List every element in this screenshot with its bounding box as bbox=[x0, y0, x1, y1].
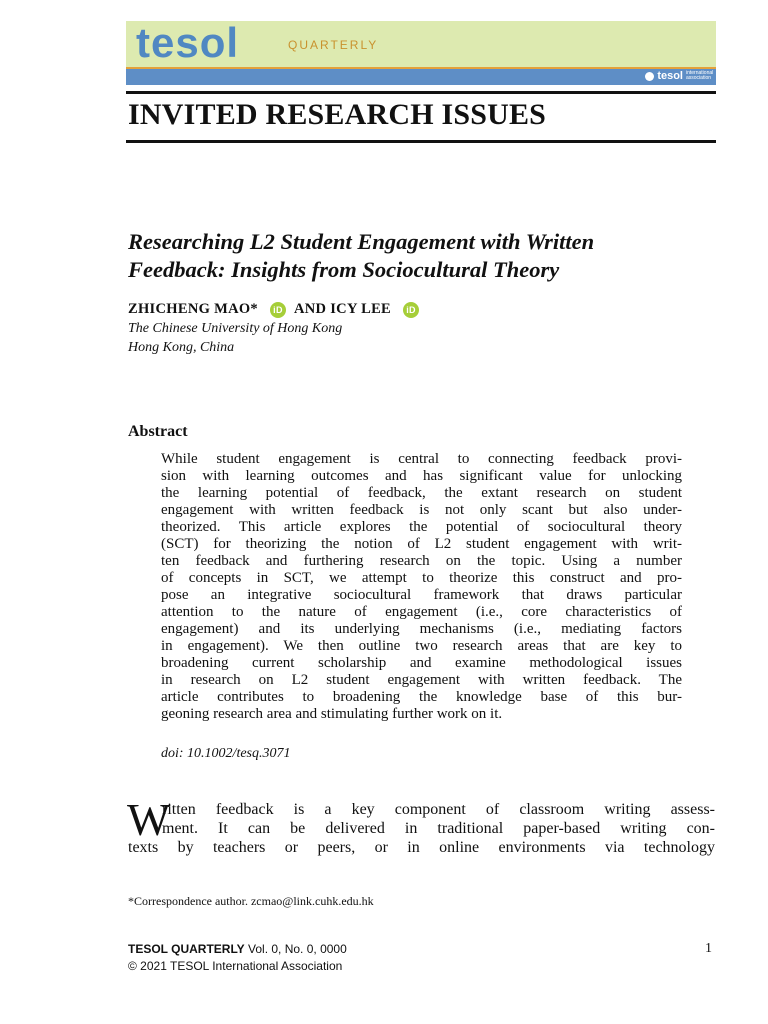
globe-icon bbox=[645, 72, 654, 81]
footer-copyright: © 2021 TESOL International Association bbox=[128, 959, 343, 973]
body-text-line: ment. It can be delivered in traditional paper-based writing con- bbox=[162, 820, 715, 837]
quarterly-wordmark: QUARTERLY bbox=[288, 38, 379, 52]
drop-cap: W bbox=[127, 794, 171, 845]
journal-masthead bbox=[126, 21, 716, 67]
abstract-line: of concepts in SCT, we attempt to theorize this construct and pro- bbox=[161, 570, 682, 586]
band-logo-text: tesol bbox=[657, 70, 683, 82]
abstract-line: engagement with written feedback is not only scant but also under- bbox=[161, 502, 682, 518]
section-rule-bottom bbox=[126, 140, 716, 143]
correspondence-footnote: *Correspondence author. zcmao@link.cuhk.edu.hk bbox=[128, 894, 374, 908]
abstract-line: in engagement). We then outline two research areas that are key to bbox=[161, 638, 682, 654]
title-line: Researching L2 Student Engagement with Written bbox=[128, 229, 595, 254]
abstract-line: theorized. This article explores the potential of sociocultural theory bbox=[161, 519, 682, 535]
orcid-icon[interactable]: iD bbox=[270, 302, 286, 318]
band-logo-small-text: international association bbox=[686, 70, 714, 81]
abstract-line: broadening current scholarship and examine methodological issues bbox=[161, 655, 682, 671]
body-text-line: texts by teachers or peers, or in online environments via technology bbox=[128, 839, 715, 856]
doi-link[interactable]: doi: 10.1002/tesq.3071 bbox=[161, 746, 291, 761]
abstract-line: (SCT) for theorizing the notion of L2 student engagement with writ- bbox=[161, 536, 682, 552]
abstract-line: article contributes to broadening the knowledge base of this bur- bbox=[161, 689, 682, 705]
page-number: 1 bbox=[705, 941, 712, 956]
footer-issue: Vol. 0, No. 0, 0000 bbox=[244, 942, 347, 956]
section-rule-top bbox=[126, 91, 716, 94]
title-line: Feedback: Insights from Sociocultural Theory bbox=[128, 257, 560, 282]
tesol-logo: tesol bbox=[136, 19, 240, 66]
author-name: AND ICY LEE bbox=[293, 301, 392, 317]
abstract-heading: Abstract bbox=[128, 423, 188, 440]
abstract-line: pose an integrative sociocultural framework that draws particular bbox=[161, 587, 682, 603]
abstract-line: ten feedback and furthering research on the topic. Using a number bbox=[161, 553, 682, 569]
abstract-line: attention to the nature of engagement (i.e., core characteristics of bbox=[161, 604, 682, 620]
orcid-icon[interactable]: iD bbox=[403, 302, 419, 318]
abstract-line: the learning potential of feedback, the extant research on student bbox=[161, 485, 682, 501]
affiliation-institution: The Chinese University of Hong Kong bbox=[128, 321, 343, 336]
article-title bbox=[128, 228, 718, 284]
abstract-line: sion with learning outcomes and has significant value for unlocking bbox=[161, 468, 682, 484]
abstract-body bbox=[161, 451, 682, 723]
masthead-band bbox=[126, 69, 716, 85]
abstract-line: geoning research area and stimulating further work on it. bbox=[161, 706, 503, 722]
author-line bbox=[128, 301, 427, 318]
affiliation-location: Hong Kong, China bbox=[128, 340, 235, 355]
abstract-line: engagement) and its underlying mechanisms (i.e., mediating factors bbox=[161, 621, 682, 637]
footer-journal-name: TESOL QUARTERLY bbox=[128, 942, 245, 956]
tesol-association-logo bbox=[645, 70, 714, 82]
abstract-line: in research on L2 student engagement with written feedback. The bbox=[161, 672, 682, 688]
section-heading: INVITED RESEARCH ISSUES bbox=[128, 98, 547, 131]
body-text-line: ritten feedback is a key component of classroom writing assess- bbox=[162, 801, 715, 818]
footer-citation bbox=[128, 942, 347, 956]
author-name: ZHICHENG MAO* bbox=[128, 301, 258, 317]
abstract-line: While student engagement is central to connecting feedback provi- bbox=[161, 451, 682, 467]
